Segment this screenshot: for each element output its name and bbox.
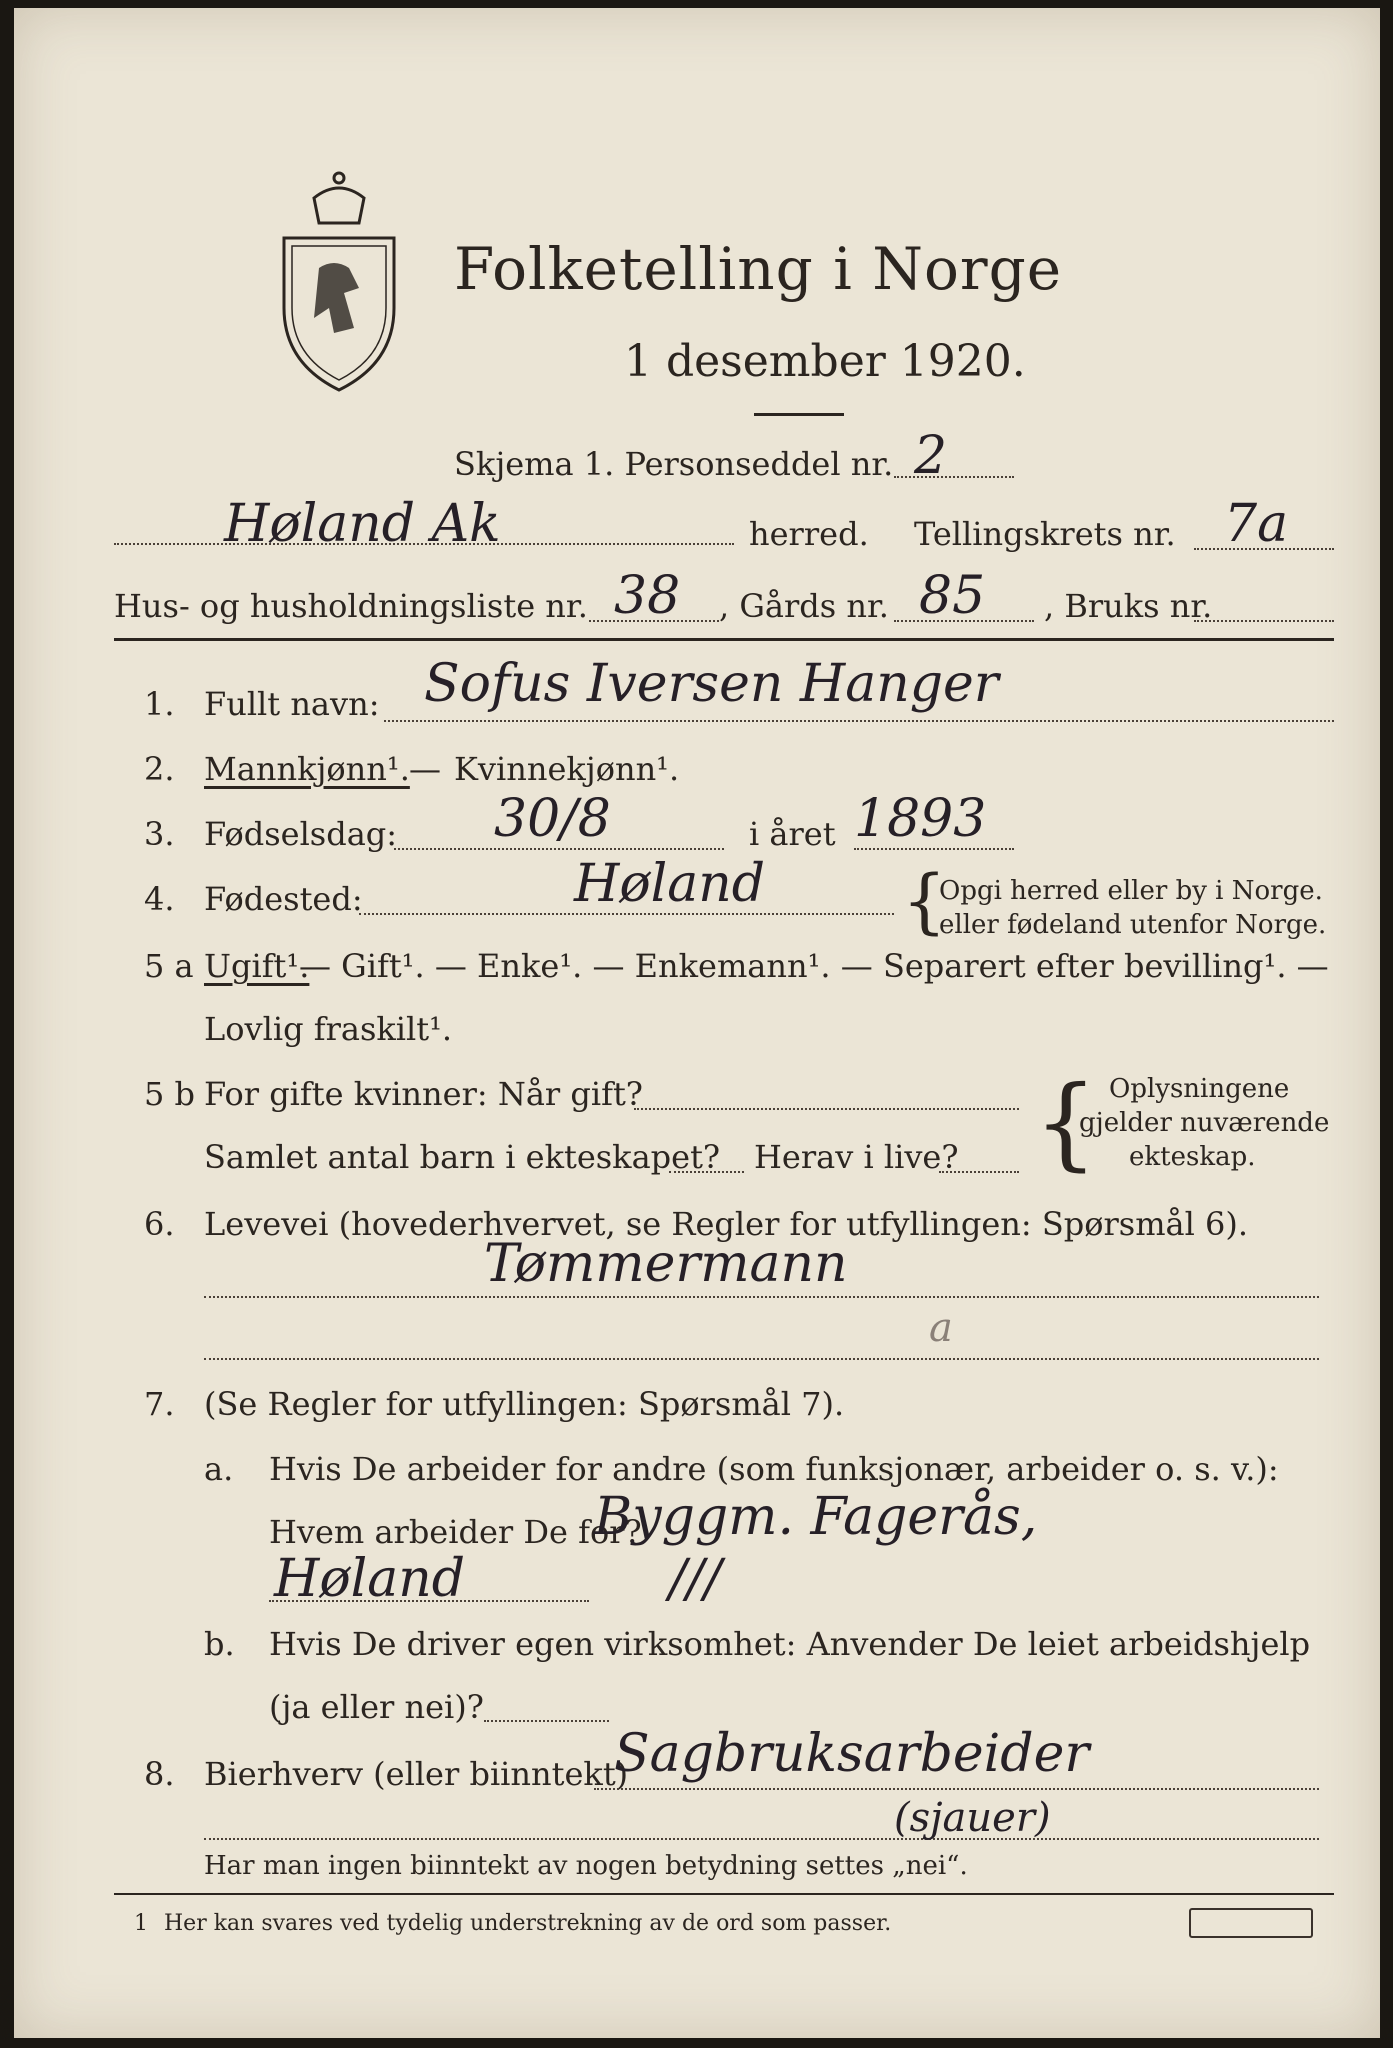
q5b-brace: { <box>1034 1064 1098 1181</box>
q4-brace: { <box>902 860 947 942</box>
q7b-line2: (ja eller nei)? <box>269 1688 484 1726</box>
q7a-line1: Hvis De arbeider for andre (som funksjonær, arbeider o. s. v.): <box>269 1450 1279 1488</box>
schema-number-value: 2 <box>914 426 948 486</box>
q1-number: 1. <box>144 685 175 723</box>
q6-field-line1 <box>204 1296 1319 1298</box>
q6-number: 6. <box>144 1205 175 1243</box>
q7a-employer-place-value: Høland <box>274 1549 466 1609</box>
q7a-letter: a. <box>204 1450 234 1488</box>
husholdningsliste-label: Hus- og husholdningsliste nr. <box>114 587 588 625</box>
q4-number: 4. <box>144 880 175 918</box>
q3-year-label: i året <box>749 815 836 853</box>
census-form-sheet <box>14 8 1380 2038</box>
q5b-alive-field-line <box>939 1171 1019 1173</box>
herred-value: Høland Ak <box>224 494 501 554</box>
q3-label: Fødselsdag: <box>204 815 398 853</box>
q8-side-income-value2: (sjauer) <box>894 1795 1051 1841</box>
q5b-when-field-line <box>634 1108 1019 1110</box>
q4-note-line1: Opgi herred eller by i Norge. <box>939 876 1323 906</box>
q6-pencil-mark: a <box>929 1305 953 1351</box>
census-date: 1 desember 1920. <box>624 336 1026 387</box>
q8-side-income-value: Sagbruksarbeider <box>614 1724 1090 1784</box>
coat-of-arms-icon <box>264 168 414 398</box>
q3-year-value: 1893 <box>854 789 987 849</box>
q2-number: 2. <box>144 750 175 788</box>
footnote-mark: 1 <box>134 1911 148 1936</box>
q4-note-line2: eller fødeland utenfor Norge. <box>939 910 1327 940</box>
footer-divider <box>114 1893 1334 1895</box>
q6-field-line2 <box>204 1358 1319 1360</box>
q1-field-line <box>384 720 1334 722</box>
q2-female-option: Kvinnekjønn¹. <box>454 750 680 788</box>
tellingskrets-label: Tellingskrets nr. <box>914 515 1176 553</box>
q7a-marks: /// <box>669 1549 722 1609</box>
q7-label: (Se Regler for utfyllingen: Spørsmål 7). <box>204 1385 845 1423</box>
q5b-line1: For gifte kvinner: Når gift? <box>204 1075 643 1113</box>
q5b-note-line2: gjelder nuværende <box>1079 1108 1330 1138</box>
q7b-field-line <box>484 1720 609 1722</box>
q5a-number: 5 a <box>144 947 194 985</box>
q6-occupation-value: Tømmermann <box>484 1234 848 1294</box>
q5b-note-line3: ekteskap. <box>1129 1142 1256 1172</box>
header-divider <box>114 638 1334 641</box>
q5b-number: 5 b <box>144 1075 196 1113</box>
husholdningsliste-value: 38 <box>614 566 681 626</box>
gards-label: , Gårds nr. <box>719 587 889 625</box>
q4-label: Fødested: <box>204 880 363 918</box>
q8-number: 8. <box>144 1755 175 1793</box>
q5b-line2: Samlet antal barn i ekteskapet? <box>204 1138 721 1176</box>
q2-separator: — <box>409 750 441 788</box>
form-title: Folketelling i Norge <box>454 235 1063 303</box>
q7b-letter: b. <box>204 1625 235 1663</box>
bruks-field-line <box>1194 620 1334 622</box>
q5b-line2b: Herav i live? <box>754 1138 959 1176</box>
schema-label: Skjema 1. Personseddel nr. <box>454 445 894 483</box>
tellingskrets-value: 7a <box>1224 494 1289 554</box>
q8-note: Har man ingen biinntekt av nogen betydning settes „nei“. <box>204 1851 968 1881</box>
q3-number: 3. <box>144 815 175 853</box>
q5a-line2: Lovlig fraskilt¹. <box>204 1010 453 1048</box>
footnote-text: Her kan svares ved tydelig understrekning av de ord som passer. <box>164 1911 892 1936</box>
q7a-line2: Hvem arbeider De for? <box>269 1513 642 1551</box>
title-divider <box>754 413 844 416</box>
gards-value: 85 <box>919 566 986 626</box>
q5a-other-options: — Gift¹. — Enke¹. — Enkemann¹. — Separert efter bevilling¹. — <box>299 947 1329 985</box>
q1-full-name-value: Sofus Iversen Hanger <box>424 654 999 714</box>
q6-label: Levevei (hovederhvervet, se Regler for utfyllingen: Spørsmål 6). <box>204 1205 1249 1243</box>
q2-male-option: Mannkjønn¹. <box>204 750 410 788</box>
q1-label: Fullt navn: <box>204 685 380 723</box>
herred-label: herred. <box>749 515 869 553</box>
printer-stamp <box>1189 1908 1313 1938</box>
bruks-label: , Bruks nr. <box>1044 587 1213 625</box>
q4-birthplace-value: Høland <box>574 854 766 914</box>
q5b-children-field-line <box>669 1171 744 1173</box>
q7-number: 7. <box>144 1385 175 1423</box>
q8-field-line2 <box>204 1838 1319 1840</box>
schema-field-line <box>894 476 1014 478</box>
q8-label: Bierhverv (eller biinntekt) <box>204 1755 629 1793</box>
q5b-note-line1: Oplysningene <box>1109 1074 1290 1104</box>
q7a-employer-value: Byggm. Fagerås, <box>594 1487 1038 1547</box>
q5a-ugift-option: Ugift¹. <box>204 947 310 985</box>
q8-field-line1 <box>594 1788 1319 1790</box>
q3-birthday-value: 30/8 <box>494 789 611 849</box>
q7b-line1: Hvis De driver egen virksomhet: Anvender De leiet arbeidshjelp <box>269 1625 1311 1663</box>
